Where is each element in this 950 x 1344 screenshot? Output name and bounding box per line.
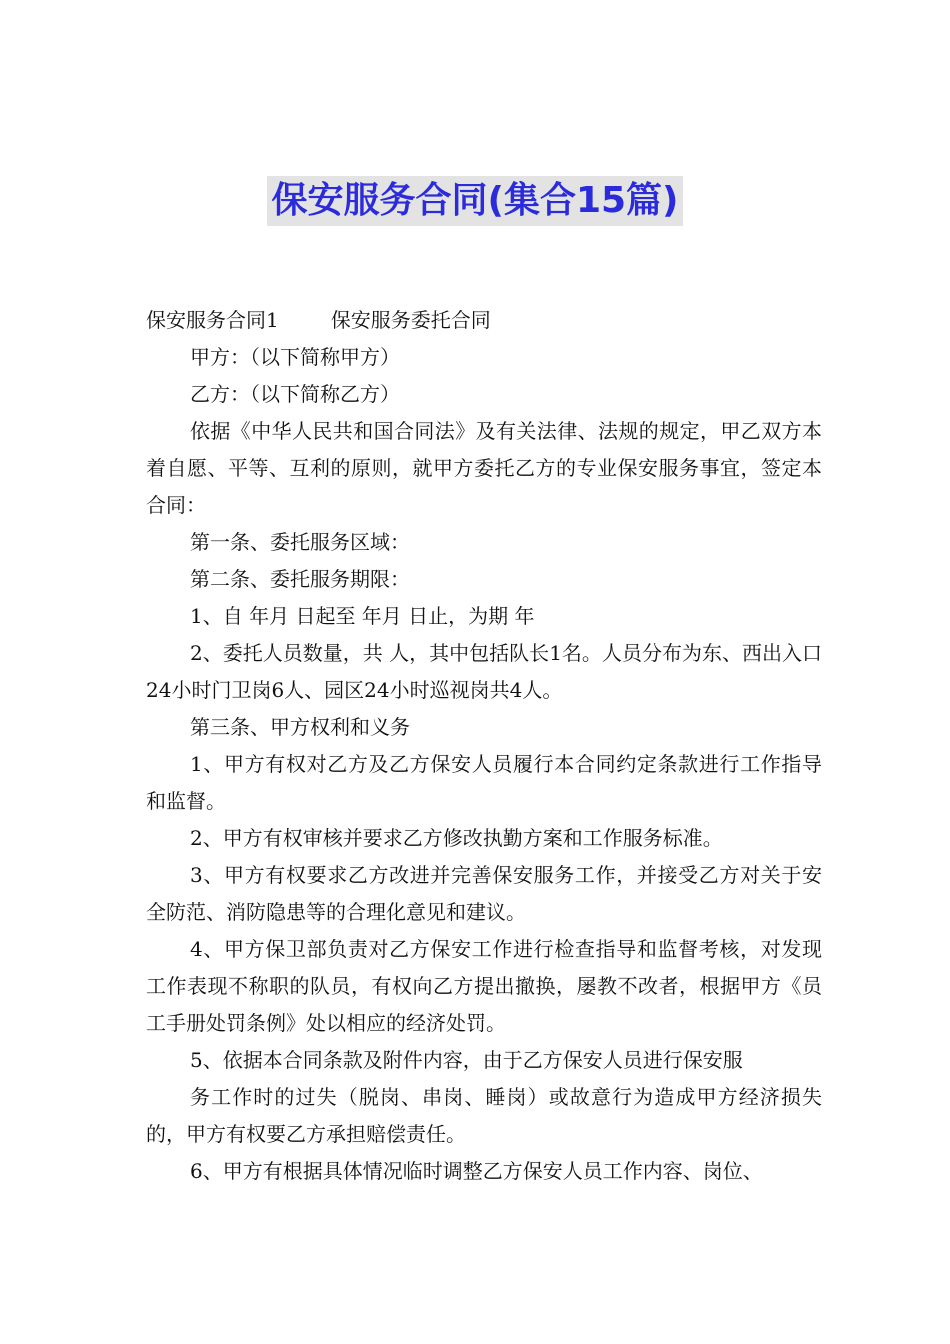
title-block [0, 176, 950, 226]
paragraph: 5、依据本合同条款及附件内容，由于乙方保安人员进行保安服 [190, 1048, 743, 1072]
paragraph: 务工作时的过失（脱岗、串岗、睡岗）或故意行为造成甲方经济损失的，甲方有权要乙方承担赔偿责任。 [146, 1085, 822, 1146]
paragraph: 第一条、委托服务区域： [190, 530, 410, 554]
section-heading [146, 302, 822, 339]
paragraph: 2、委托人员数量，共 人，其中包括队长1名。人员分布为东、西出入口24小时门卫岗6人、园区24小时巡视岗共4人。 [146, 641, 822, 702]
paragraph: 2、甲方有权审核并要求乙方修改执勤方案和工作服务标准。 [190, 826, 723, 850]
paragraph: 第三条、甲方权利和义务 [190, 715, 410, 739]
document-body [146, 302, 822, 1190]
paragraph: 1、自 年月 日起至 年月 日止，为期 年 [190, 604, 535, 628]
paragraph: 1、甲方有权对乙方及乙方保安人员履行本合同约定条款进行工作指导和监督。 [146, 752, 822, 813]
section-number-label: 保安服务合同1 [146, 308, 279, 332]
document-title: 保安服务合同(集合15篇) [267, 176, 682, 226]
paragraph: 6、甲方有根据具体情况临时调整乙方保安人员工作内容、岗位、 [190, 1159, 763, 1183]
section-title-label: 保安服务委托合同 [330, 308, 491, 332]
paragraph: 依据《中华人民共和国合同法》及有关法律、法规的规定，甲乙双方本着自愿、平等、互利的原则，就甲方委托乙方的专业保安服务事宜，签定本合同： [146, 419, 822, 517]
paragraph: 乙方：（以下简称乙方） [190, 382, 400, 406]
paragraph: 4、甲方保卫部负责对乙方保安工作进行检查指导和监督考核，对发现工作表现不称职的队员，有权向乙方提出撤换，屡教不改者，根据甲方《员工手册处罚条例》处以相应的经济处罚。 [146, 937, 822, 1035]
paragraph: 甲方：（以下简称甲方） [190, 345, 400, 369]
paragraph: 3、甲方有权要求乙方改进并完善保安服务工作，并接受乙方对关于安全防范、消防隐患等的合理化意见和建议。 [146, 863, 822, 924]
paragraph: 第二条、委托服务期限： [190, 567, 410, 591]
